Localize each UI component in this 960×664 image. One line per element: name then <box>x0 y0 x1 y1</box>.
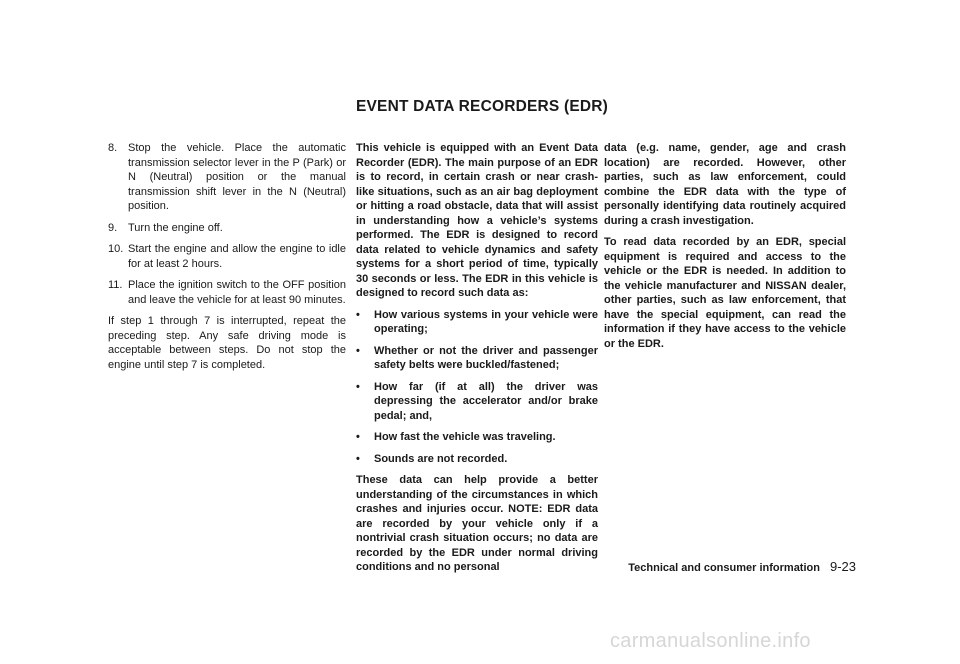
list-item-text: How fast the vehicle was traveling. <box>374 431 556 443</box>
page-number: 9-23 <box>829 559 856 574</box>
step-number: 9. <box>108 221 118 234</box>
list-item <box>356 452 598 467</box>
step-item <box>108 278 346 307</box>
list-item-text: How various systems in your vehicle were operating; <box>374 308 598 335</box>
watermark: carmanualsonline.info <box>610 630 811 652</box>
bullet-icon: • <box>356 344 360 357</box>
paragraph: This vehicle is equipped with an Event Data Recorder (EDR). The main purpose of an EDR is to record, in certain crash or near crash-like situations, such as an air bag deployment or hitting a road obstacle, data that will assist in understanding how a vehicle’s systems performed. The EDR is designed to record data related to vehicle dynamics and safety systems for a short period of time, typically 30 seconds or less. The EDR in this vehicle is designed to record such data as: <box>356 142 598 299</box>
step-text: Turn the engine off. <box>128 221 223 234</box>
step-number: 11. <box>108 279 123 291</box>
step-text: Stop the vehicle. Place the automatic transmission selector lever in the P (Park) or N (Neutral) position or the manual transmission shift lever in the N (Neutral) position. <box>128 142 346 212</box>
bullet-list <box>356 308 598 467</box>
paragraph: These data can help provide a better understanding of the circumstances in which crashes and injuries occur. NOTE: EDR data are recorded by your vehicle only if a nontrivial crash situation occurs; no data are recorded by the EDR under normal driving conditions and no personal <box>356 474 598 573</box>
list-item-text: Whether or not the driver and passenger safety belts were buckled/fastened; <box>374 344 598 371</box>
column-1 <box>108 141 346 379</box>
list-item <box>356 308 598 337</box>
list-item <box>356 380 598 424</box>
list-item-text: How far (if at all) the driver was depressing the accelerator and/or brake pedal; and, <box>374 380 598 422</box>
page-footer <box>612 558 856 576</box>
footer-section-title: Technical and consumer information <box>628 562 820 574</box>
list-item-text: Sounds are not recorded. <box>374 452 508 465</box>
step-item <box>108 242 346 271</box>
step-item <box>108 141 346 214</box>
column-3 <box>604 141 846 358</box>
paragraph: To read data recorded by an EDR, special equipment is required and access to the vehicle or the EDR is needed. In addition to the vehicle manufacturer and NISSAN dealer, other parties, such as law enforcement, that have the special equipment, can read the information if they have access to the vehicle or the EDR. <box>604 236 846 350</box>
bullet-icon: • <box>356 452 360 465</box>
list-item <box>356 344 598 373</box>
bullet-icon: • <box>356 380 360 393</box>
bullet-icon: • <box>356 431 360 443</box>
step-text: Place the ignition switch to the OFF position and leave the vehicle for at least 90 minutes. <box>128 279 346 306</box>
bullet-icon: • <box>356 308 360 321</box>
section-title: EVENT DATA RECORDERS (EDR) <box>355 98 609 115</box>
step-item <box>108 221 346 236</box>
paragraph: If step 1 through 7 is interrupted, repeat the preceding step. Any safe driving mode is acceptable between steps. Do not stop the engine until step 7 is completed. <box>108 315 346 371</box>
step-number: 10. <box>108 243 124 255</box>
step-number: 8. <box>108 142 118 154</box>
paragraph: data (e.g. name, gender, age and crash location) are recorded. However, other parties, such as law enforcement, could combine the EDR data with the type of personally identifying data routinely acquired during a crash investigation. <box>604 142 846 227</box>
step-text: Start the engine and allow the engine to idle for at least 2 hours. <box>128 243 346 270</box>
column-2 <box>356 141 598 582</box>
list-item <box>356 430 598 445</box>
